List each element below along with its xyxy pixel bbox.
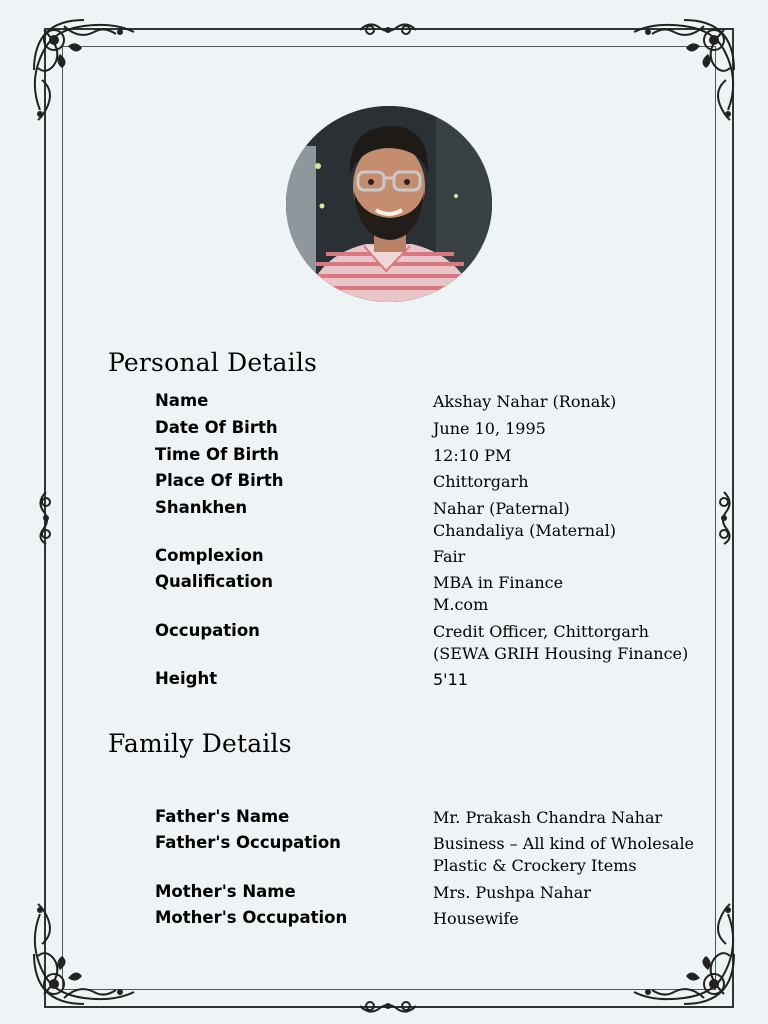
detail-label: Qualification [155,572,273,591]
scroll-ornament-icon [34,488,56,548]
detail-label: Occupation [155,621,260,640]
scroll-ornament-icon [356,18,420,40]
corner-ornament-icon [624,10,744,130]
detail-value: Chandaliya (Maternal) [433,521,616,540]
personal-details-heading: Personal Details [108,348,318,377]
profile-photo [286,106,492,302]
detail-label: Time Of Birth [155,445,279,464]
scroll-ornament-icon [356,996,420,1018]
detail-label: Shankhen [155,498,248,517]
detail-value: Chittorgarh [433,472,529,491]
detail-value: 12:10 PM [433,446,512,465]
detail-value: Business – All kind of Wholesale [433,834,695,853]
corner-ornament-icon [24,10,144,130]
detail-value: Mr. Prakash Chandra Nahar [433,808,663,827]
family-details-heading: Family Details [108,729,292,758]
detail-value: Housewife [433,909,519,928]
detail-value: June 10, 1995 [433,419,546,438]
detail-value: (SEWA GRIH Housing Finance) [433,644,689,663]
scroll-ornament-icon [714,488,736,548]
corner-ornament-icon [624,894,744,1014]
detail-label: Father's Occupation [155,833,341,852]
detail-value: MBA in Finance [433,573,564,592]
detail-label: Name [155,391,209,410]
detail-value: Plastic & Crockery Items [433,856,637,875]
detail-label: Complexion [155,546,264,565]
corner-ornament-icon [24,894,144,1014]
detail-value: Mrs. Pushpa Nahar [433,883,591,902]
detail-label: Place Of Birth [155,471,284,490]
detail-value: Fair [433,547,466,566]
detail-value: Akshay Nahar (Ronak) [433,392,617,411]
detail-label: Mother's Name [155,882,296,901]
detail-value: Nahar (Paternal) [433,499,570,518]
detail-label: Date Of Birth [155,418,278,437]
detail-value: 5'11 [433,670,468,689]
detail-value: M.com [433,595,489,614]
detail-label: Height [155,669,218,688]
profile-photo-illustration [286,106,492,302]
detail-label: Mother's Occupation [155,908,348,927]
detail-label: Father's Name [155,807,290,826]
detail-value: Credit Officer, Chittorgarh [433,622,649,641]
